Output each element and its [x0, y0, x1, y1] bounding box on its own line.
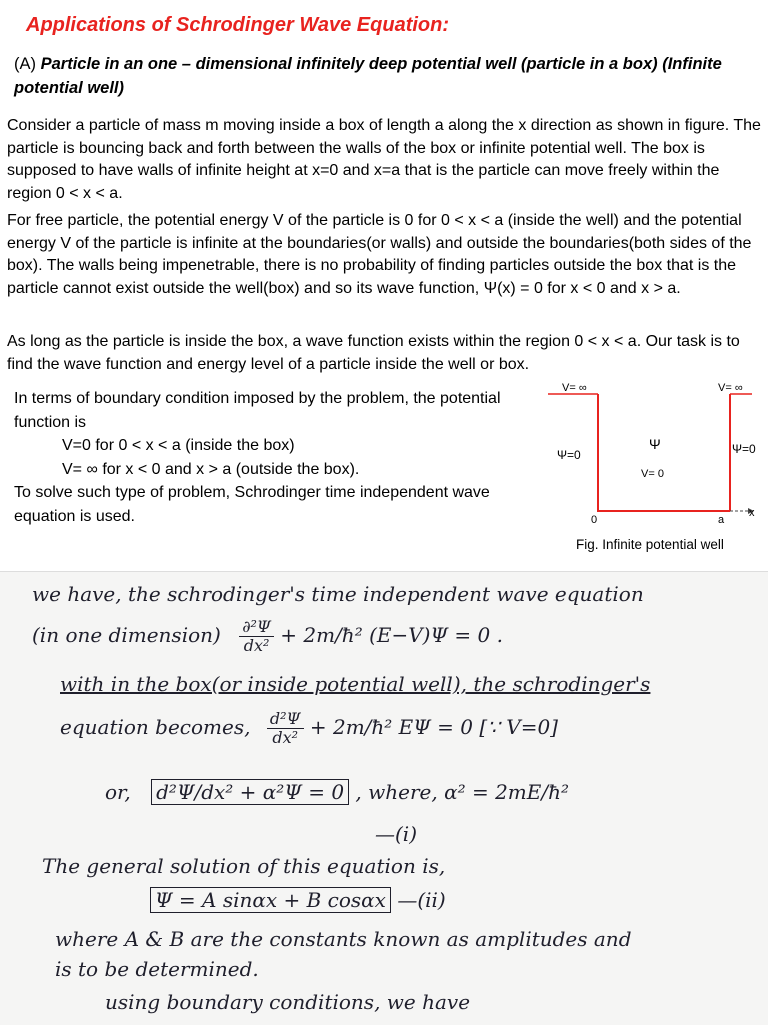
boundary-conditions: [14, 387, 514, 528]
psi-left-label: Ψ=0: [557, 448, 581, 462]
hand-line-5-prefix: or,: [105, 780, 131, 804]
v-left-label: V= ∞: [562, 382, 587, 394]
a-label: a: [718, 514, 725, 526]
second-derivative-fraction: $\frac{\text{∂²Ψ}}{\text{dx²}}$: [239, 618, 274, 655]
psi-right-label: Ψ=0: [732, 442, 756, 456]
boundary-line-outside: V= ∞ for x < 0 and x > a (outside the box).: [62, 460, 360, 478]
boundary-line-inside: V=0 for 0 < x < a (inside the box): [62, 437, 295, 454]
boundary-intro: In terms of boundary condition imposed by the problem, the potential function is: [14, 390, 501, 431]
handwritten-notes: [0, 571, 768, 1025]
hand-line-4-text: equation becomes,: [60, 715, 251, 739]
hand-line-2-eq: + 2m/ħ² (E−V)Ψ = 0 .: [280, 623, 503, 647]
paragraph-intro: Consider a particle of mass m moving inside a box of length a along the x direction as shown in figure. The particle is bouncing back and forth between the walls of the box or infinite potential well. The box is supposed to have walls of infinite height at x=0 and x=a that is the particle can move freely within the region 0 < x < a.: [7, 117, 761, 202]
equation-number-2: —(ii): [397, 888, 446, 912]
hand-line-10: is to be determined.: [55, 957, 259, 981]
page-title: Applications of Schrodinger Wave Equation:: [26, 14, 449, 36]
hand-line-8: [150, 888, 446, 912]
hand-line-5-alpha: , where, α² = 2mE/ħ²: [355, 780, 570, 804]
paragraph-potential: For free particle, the potential energy V of the particle is 0 for 0 < x < a (inside the well) and the potential energy V of the particle is infinite at the boundaries(or walls) and outside the boundaries(both sides of the box). The walls being impenetrable, there is no probability of finding particles outside the box that is the particle cannot exist outside the well(box) and so its wave function, Ψ(x) = 0 for x < 0 and x > a.: [7, 212, 752, 297]
hand-line-4-eq: + 2m/ħ² EΨ = 0 [∵ V=0]: [309, 715, 558, 739]
hand-line-3-text: with in the box(or inside potential well), the schrodinger's: [60, 672, 651, 696]
hand-line-5: [105, 780, 569, 804]
hand-line-7: The general solution of this equation is,: [42, 854, 446, 878]
hand-line-3: [60, 672, 650, 696]
x-axis-label: x: [749, 507, 755, 519]
equation-number-1: —(i): [375, 822, 418, 846]
psi-center-label: Ψ: [649, 436, 661, 452]
hand-line-2-text: (in one dimension): [32, 623, 221, 647]
infinite-well-figure: [540, 380, 768, 555]
hand-line-1: we have, the schrodinger's time independent wave equation: [32, 582, 644, 606]
section-tag: (A): [14, 55, 36, 73]
section-heading: [14, 52, 759, 100]
origin-label: 0: [591, 514, 598, 526]
section-heading-text: Particle in an one – dimensional infinitely deep potential well (particle in a box) (Infinite potential well): [14, 55, 722, 97]
figure-caption: Fig. Infinite potential well: [576, 537, 724, 552]
hand-line-2: [32, 618, 503, 655]
boxed-equation-2: Ψ = A sinαx + B cosαx: [150, 887, 391, 913]
hand-line-4: [60, 710, 558, 747]
boundary-outro: To solve such type of problem, Schrodinger time independent wave equation is used.: [14, 484, 490, 525]
d2psi-fraction: $\frac{\text{d²Ψ}}{\text{dx²}}$: [267, 710, 304, 747]
paragraph-task: As long as the particle is inside the box, a wave function exists within the region 0 < x < a. Our task is to find the wave function and energy level of a particle inside the well or box.: [7, 333, 740, 373]
boxed-equation-1: d²Ψ/dx² + α²Ψ = 0: [151, 779, 349, 805]
hand-line-9: where A & B are the constants known as amplitudes and: [55, 927, 632, 951]
v-inside-label: V= 0: [641, 468, 664, 480]
hand-line-11: using boundary conditions, we have: [105, 990, 471, 1014]
v-right-label: V= ∞: [718, 382, 743, 394]
